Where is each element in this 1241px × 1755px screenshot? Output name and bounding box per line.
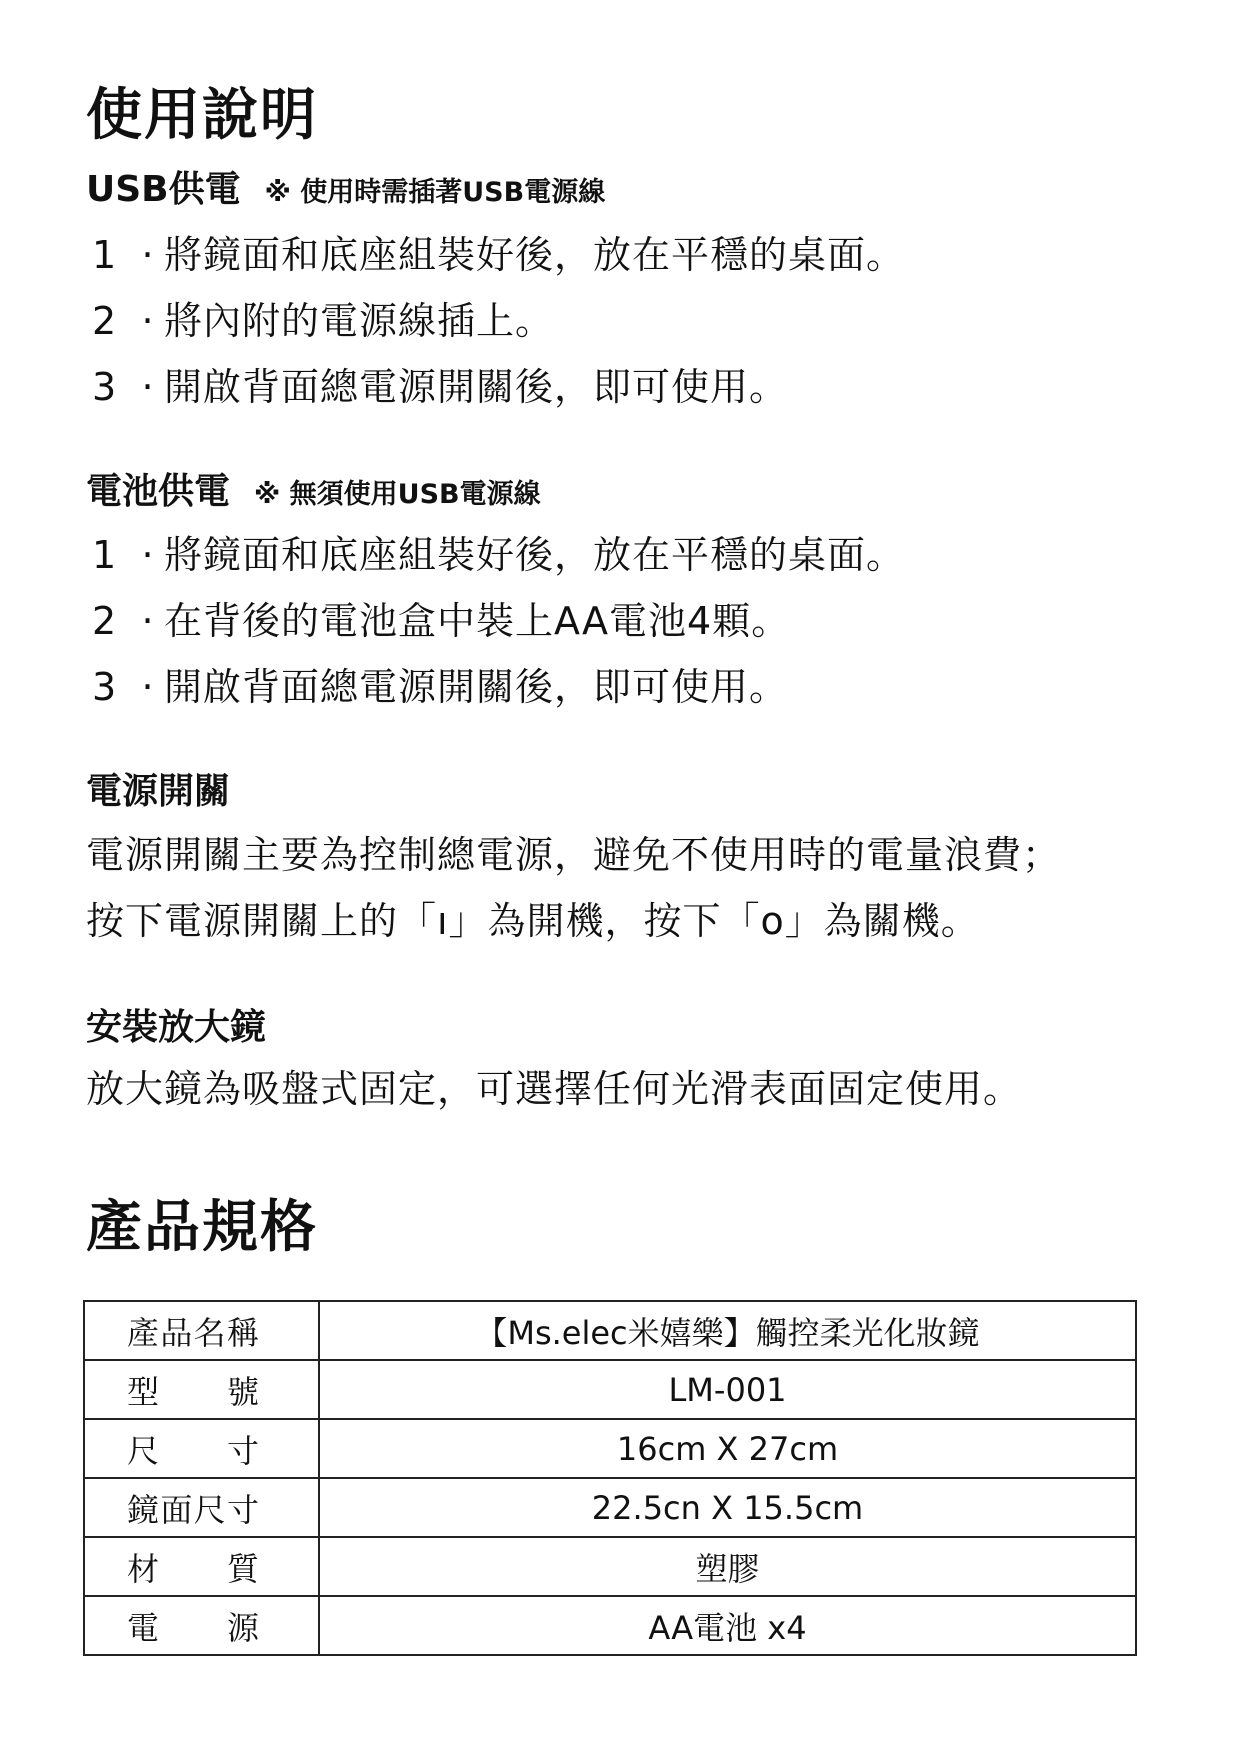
- spec-label-cell: [84, 1301, 319, 1360]
- usb-power-note: ※ 使用時需插著USB電源線: [264, 177, 606, 208]
- usb-power-heading: [86, 169, 606, 210]
- table-row: [84, 1301, 1136, 1360]
- step-text: 開啟背面總電源開關後，即可使用。: [164, 365, 789, 409]
- spec-value: AA電池 x4: [319, 1596, 1136, 1655]
- step-separator: ·: [141, 365, 155, 409]
- spec-label-cell: [84, 1419, 319, 1478]
- power-switch-line-1: 電源開關主要為控制總電源，避免不使用時的電量浪費；: [86, 833, 1062, 877]
- spec-label: 材質: [127, 1549, 259, 1588]
- table-row: [84, 1596, 1136, 1655]
- spec-label: 型號: [127, 1372, 259, 1411]
- spec-value: 【Ms.elec米嬉樂】觸控柔光化妝鏡: [319, 1301, 1136, 1360]
- spec-label: 產品名稱: [127, 1313, 259, 1352]
- step-text: 將鏡面和底座組裝好後，放在平穩的桌面。: [164, 533, 906, 577]
- usb-step-3: [92, 365, 789, 409]
- step-number: 2: [92, 299, 118, 343]
- spec-label-cell: [84, 1360, 319, 1419]
- table-row: [84, 1537, 1136, 1596]
- usb-step-1: [92, 233, 906, 277]
- step-separator: ·: [141, 665, 155, 709]
- step-number: 1: [92, 233, 118, 277]
- usage-title: 使用說明: [86, 83, 318, 148]
- specs-title: 產品規格: [86, 1195, 318, 1260]
- battery-power-note: ※ 無須使用USB電源線: [254, 479, 541, 510]
- spec-value: 16cm X 27cm: [319, 1419, 1136, 1478]
- step-separator: ·: [141, 299, 155, 343]
- battery-step-3: [92, 665, 789, 709]
- battery-power-heading-text: 電池供電: [86, 471, 231, 512]
- step-text: 開啟背面總電源開關後，即可使用。: [164, 665, 789, 709]
- spec-label: 電源: [127, 1608, 259, 1647]
- usb-power-heading-text: USB供電: [86, 169, 241, 210]
- power-switch-line-2: 按下電源開關上的「ı」為開機，按下「o」為關機。: [86, 899, 980, 943]
- table-row: [84, 1360, 1136, 1419]
- spec-value: LM-001: [319, 1360, 1136, 1419]
- battery-step-2: [92, 599, 791, 643]
- usb-step-2: [92, 299, 555, 343]
- step-number: 2: [92, 599, 118, 643]
- table-row: [84, 1478, 1136, 1537]
- battery-step-1: [92, 533, 906, 577]
- step-separator: ·: [141, 599, 155, 643]
- magnifier-heading: 安裝放大鏡: [86, 1007, 267, 1048]
- power-switch-heading: 電源開關: [86, 771, 231, 812]
- spec-table: [83, 1300, 1137, 1656]
- step-separator: ·: [141, 233, 155, 277]
- magnifier-text: 放大鏡為吸盤式固定，可選擇任何光滑表面固定使用。: [86, 1067, 1023, 1111]
- step-separator: ·: [141, 533, 155, 577]
- spec-label: 鏡面尺寸: [127, 1490, 259, 1529]
- step-number: 1: [92, 533, 118, 577]
- spec-label: 尺寸: [127, 1431, 259, 1470]
- spec-value: 塑膠: [319, 1537, 1136, 1596]
- spec-label-cell: [84, 1478, 319, 1537]
- spec-label-cell: [84, 1596, 319, 1655]
- step-number: 3: [92, 365, 118, 409]
- spec-label-cell: [84, 1537, 319, 1596]
- step-text: 將內附的電源線插上。: [164, 299, 555, 343]
- step-text: 在背後的電池盒中裝上AA電池4顆。: [164, 599, 791, 643]
- table-row: [84, 1419, 1136, 1478]
- spec-value: 22.5cn X 15.5cm: [319, 1478, 1136, 1537]
- battery-power-heading: [86, 471, 541, 512]
- step-text: 將鏡面和底座組裝好後，放在平穩的桌面。: [164, 233, 906, 277]
- step-number: 3: [92, 665, 118, 709]
